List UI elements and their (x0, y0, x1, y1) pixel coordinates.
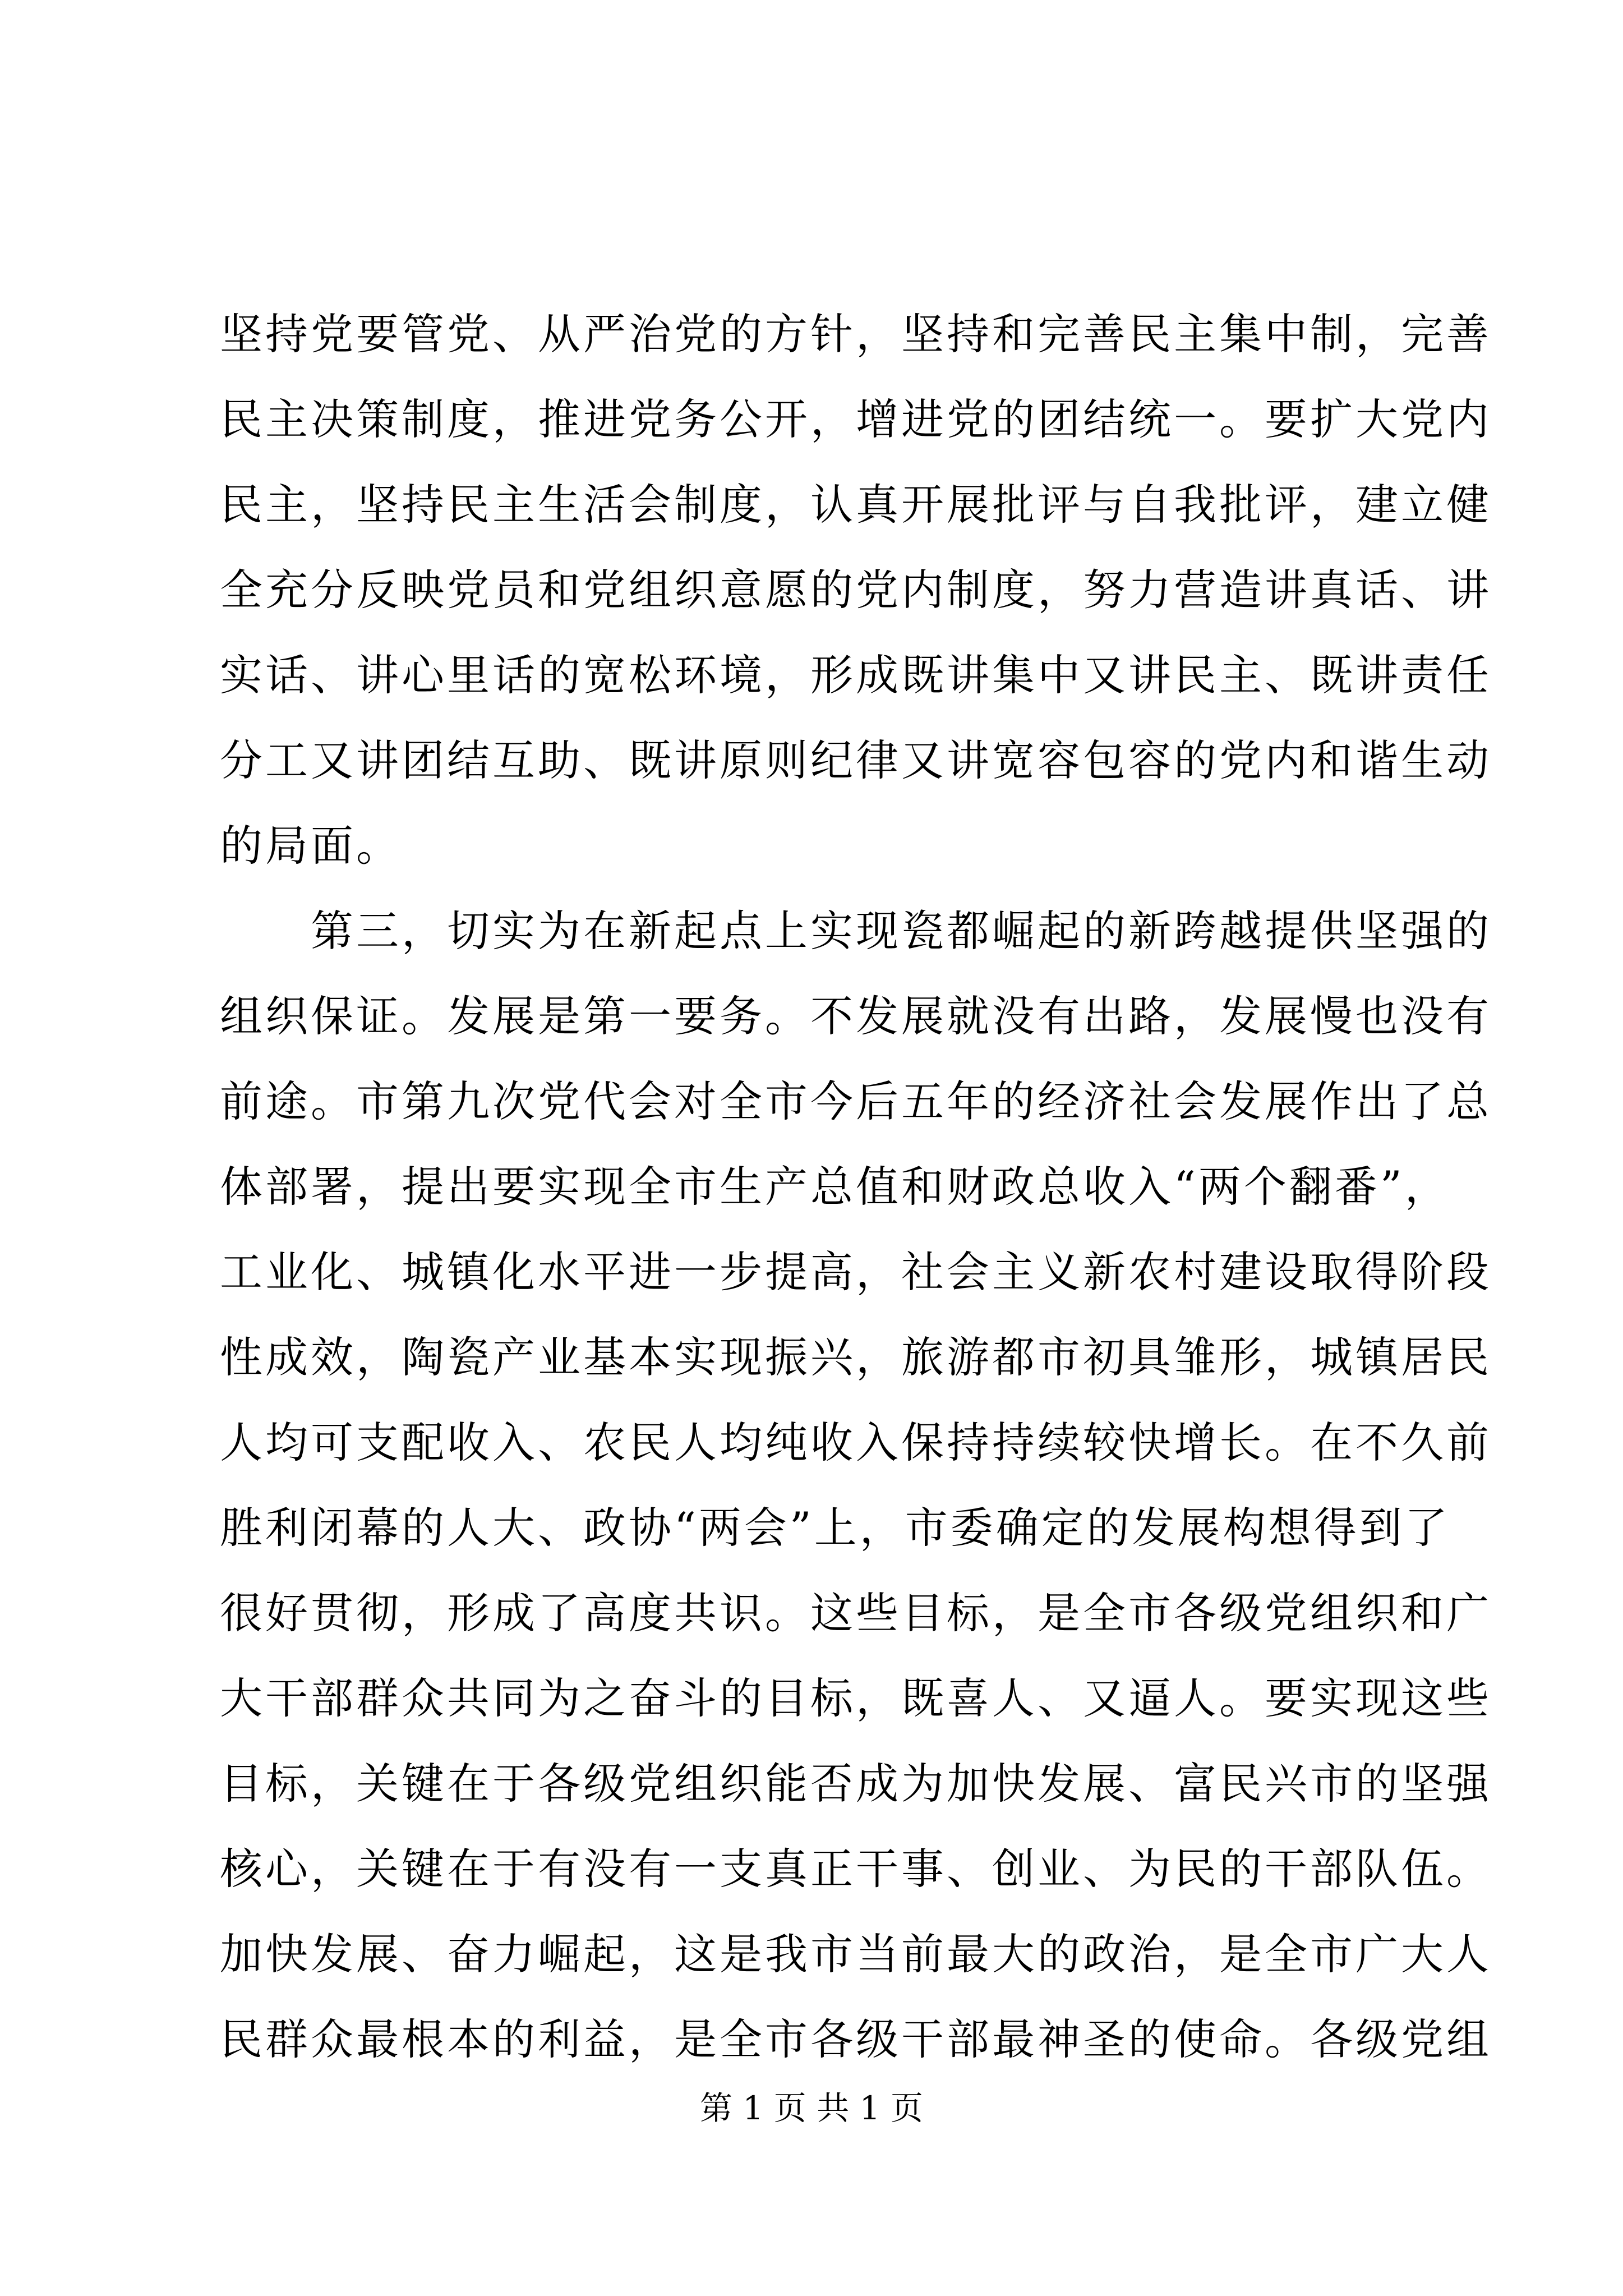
page-footer (0, 2086, 1623, 2131)
text-line: 组织保证。发展是第一要务。不发展就没有出路，发展慢也没有 (220, 991, 1492, 1041)
text-line: 体部署，提出要实现全市生产总值和财政总收入“两个翻番”， (220, 1162, 1450, 1212)
text-line: 人均可支配收入、农民人均纯收入保持持续较快增长。在不久前 (220, 1418, 1492, 1467)
text-line: 民群众最根本的利益，是全市各级干部最神圣的使命。各级党组 (220, 2014, 1492, 2064)
text-line: 大干部群众共同为之奋斗的目标，既喜人、又逼人。要实现这些 (220, 1673, 1492, 1723)
text-line: 全充分反映党员和党组织意愿的党内制度，努力营造讲真话、讲 (220, 565, 1492, 615)
text-line: 民主决策制度，推进党务公开，增进党的团结统一。要扩大党内 (220, 394, 1492, 444)
text-line: 加快发展、奋力崛起，这是我市当前最大的政治，是全市广大人 (220, 1929, 1492, 1979)
text-line: 前途。市第九次党代会对全市今后五年的经济社会发展作出了总 (220, 1076, 1492, 1126)
page-number-label: 第 1 页 共 1 页 (700, 2089, 923, 2127)
text-line: 的局面。 (220, 821, 402, 871)
text-line: 实话、讲心里话的宽松环境，形成既讲集中又讲民主、既讲责任 (220, 650, 1492, 700)
text-line: 工业化、城镇化水平进一步提高，社会主义新农村建设取得阶段 (220, 1247, 1492, 1297)
text-line: 很好贯彻，形成了高度共识。这些目标，是全市各级党组织和广 (220, 1588, 1492, 1638)
text-line: 性成效，陶瓷产业基本实现振兴，旅游都市初具雏形，城镇居民 (220, 1332, 1492, 1382)
text-line: 胜利闭幕的人大、政协“两会”上，市委确定的发展构想得到了 (220, 1503, 1450, 1553)
text-line: 目标，关键在于各级党组织能否成为加快发展、富民兴市的坚强 (220, 1759, 1492, 1809)
text-line: 民主，坚持民主生活会制度，认真开展批评与自我批评，建立健 (220, 480, 1492, 530)
text-line: 核心，关键在于有没有一支真正干事、创业、为民的干部队伍。 (220, 1844, 1492, 1894)
text-line: 分工又讲团结互助、既讲原则纪律又讲宽容包容的党内和谐生动 (220, 735, 1492, 785)
text-line: 第三，切实为在新起点上实现瓷都崛起的新跨越提供坚强的 (220, 906, 1492, 956)
body-text (220, 292, 1492, 2082)
text-line: 坚持党要管党、从严治党的方针，坚持和完善民主集中制，完善 (220, 309, 1492, 359)
